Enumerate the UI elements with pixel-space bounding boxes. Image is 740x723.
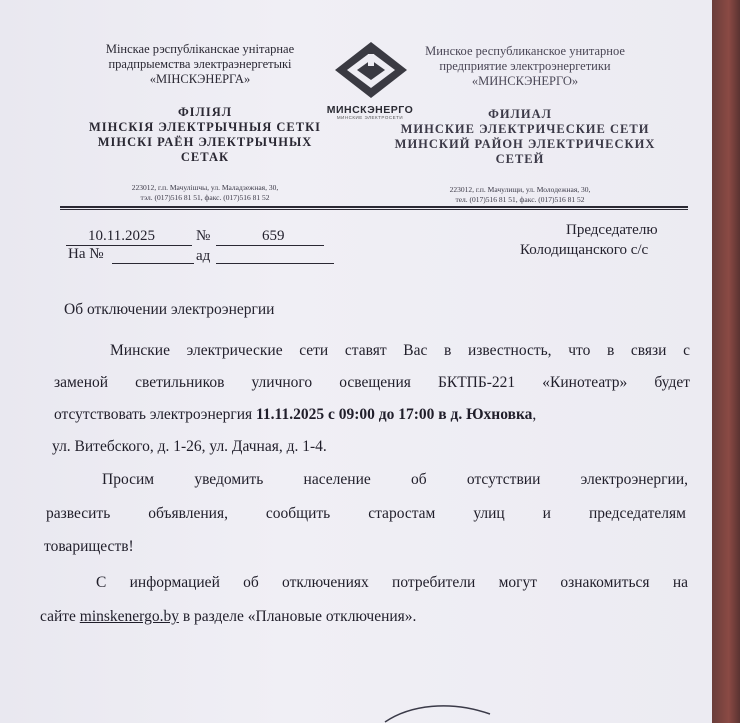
from-label: ад bbox=[196, 248, 211, 264]
header-left-org-line1: Мінскае рэспубліканскае унітарнае bbox=[105, 42, 295, 56]
website-link[interactable]: minskenergo.by bbox=[79, 608, 179, 625]
body-p3-line2-end: в разделе «Плановые отключения». bbox=[182, 608, 417, 625]
body-p1-line1: Минские электрические сети ставят Вас в известность, что в связи с bbox=[110, 342, 690, 359]
letter-subject: Об отключении электроэнергии bbox=[64, 301, 275, 318]
letter-number: 659 bbox=[262, 228, 285, 244]
body-p1-line3-text: отсутствовать электроэнергия bbox=[54, 406, 253, 423]
header-right-address-line1: 223012, г.п. Мачулищи, ул. Молодежная, 30, bbox=[449, 185, 591, 194]
body-p2-line3: товариществ! bbox=[44, 538, 134, 555]
header-left-unit-line2: МІНСКІ РАЁН ЭЛЕКТРЫЧНЫХ bbox=[97, 135, 313, 149]
outage-details: 11.11.2025 с 09:00 до 17:00 в д. Юхновка bbox=[256, 406, 533, 423]
number-underline bbox=[216, 245, 324, 246]
header-left-address-line1: 223012, г.п. Мачулішчы, ул. Маладзежная, 30, bbox=[131, 183, 279, 192]
background-edge bbox=[712, 0, 740, 723]
header-right-unit-line2: МИНСКИЙ РАЙОН ЭЛЕКТРИЧЕСКИХ bbox=[394, 137, 656, 151]
header-left-branch: ФІЛІЯЛ bbox=[177, 105, 233, 119]
header-rule-thin bbox=[60, 209, 688, 210]
from-underline bbox=[216, 263, 334, 264]
body-p1-line2: заменой светильников уличного освещения БКТПБ-221 «Кинотеатр» будет bbox=[54, 374, 690, 391]
header-right-org-line2: предприятие электроэнергетики bbox=[439, 59, 611, 73]
header-left-org-line2: прадпрыемства электраэнергетыкі bbox=[108, 57, 292, 71]
body-p1-line3-comma: , bbox=[532, 406, 537, 423]
logo-subtitle-text: МИНСКИЕ ЭЛЕКТРОСЕТИ bbox=[336, 115, 404, 120]
pen-stroke-mark bbox=[380, 700, 500, 723]
header-left-unit-line3: СЕТАК bbox=[180, 150, 230, 164]
addressee-line2: Колодищанского с/с bbox=[520, 242, 649, 258]
header-left-unit-line1: МІНСКІЯ ЭЛЕКТРЫЧНЫЯ СЕТКІ bbox=[88, 120, 322, 134]
reply-label: На № bbox=[68, 246, 104, 262]
header-right-branch: ФИЛИАЛ bbox=[488, 107, 552, 121]
addressee-line1: Председателю bbox=[566, 222, 658, 238]
header-right-unit-line1: МИНСКИЕ ЭЛЕКТРИЧЕСКИЕ СЕТИ bbox=[400, 122, 650, 136]
header-right-org-line1: Минское республиканское унитарное bbox=[425, 44, 625, 58]
header-right-unit-line3: СЕТЕЙ bbox=[495, 152, 545, 166]
logo-brand-text: МИНСКЭНЕРГО bbox=[326, 104, 414, 116]
number-label: № bbox=[196, 228, 211, 244]
body-p2-line1: Просим уведомить население об отсутствии электроэнергии, bbox=[102, 471, 688, 488]
minskenergo-logo-icon bbox=[335, 42, 407, 98]
header-rule-thick bbox=[60, 206, 688, 208]
body-p3-line2 bbox=[40, 608, 416, 626]
letter-date: 10.11.2025 bbox=[88, 228, 155, 244]
body-p3-line1: С информацией об отключениях потребители могут ознакомиться на bbox=[96, 574, 688, 591]
reply-underline bbox=[112, 263, 194, 264]
header-right-org-name: «МИНСКЭНЕРГО» bbox=[471, 74, 579, 88]
body-p1-line4: ул. Витебского, д. 1-26, ул. Дачная, д. 1-4. bbox=[52, 438, 327, 455]
body-p3-line2-start: сайте bbox=[40, 608, 76, 625]
header-left-org-name: «МІНСКЭНЕРГА» bbox=[149, 72, 251, 86]
body-p1-line3 bbox=[54, 406, 694, 424]
header-right-address-line2: тел. (017)516 81 51, факс. (017)516 81 52 bbox=[455, 195, 585, 204]
header-left-address-line2: тэл. (017)516 81 51, факс. (017)516 81 52 bbox=[140, 193, 270, 202]
body-p2-line2: развесить объявления, сообщить старостам улиц и председателям bbox=[46, 505, 686, 522]
